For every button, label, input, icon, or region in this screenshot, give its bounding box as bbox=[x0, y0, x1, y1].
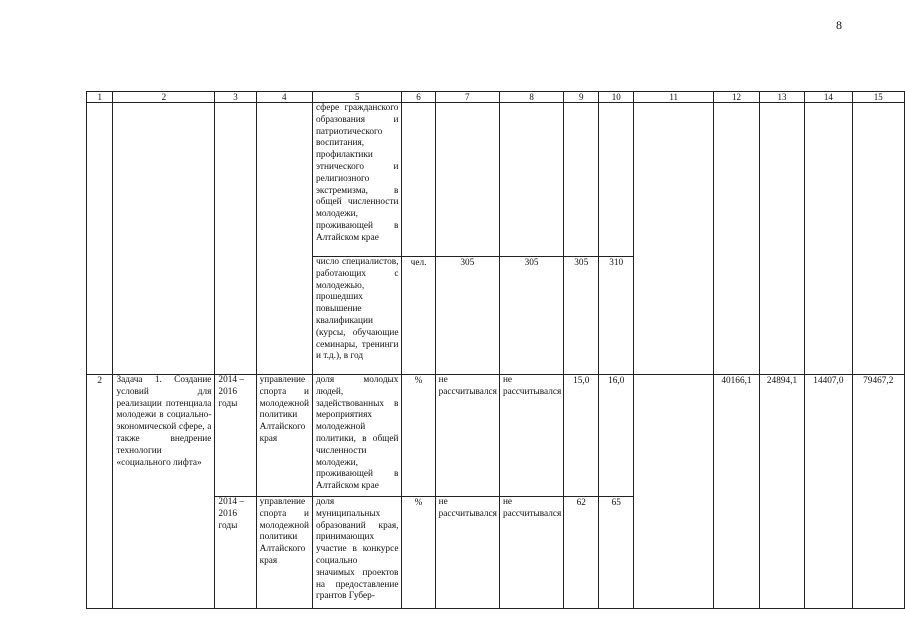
header-cell: 14 bbox=[805, 92, 852, 103]
header-cell: 3 bbox=[215, 92, 256, 103]
indicator-name: доля молодых людей, задействованных в мероприятиях молодежной политики, в общей численности молодежи, проживающей в Алтайском крае bbox=[312, 375, 402, 497]
funding-cell: 14407,0 bbox=[805, 375, 852, 609]
header-cell: 5 bbox=[312, 92, 402, 103]
table-cell bbox=[714, 103, 760, 375]
table-cell bbox=[759, 103, 805, 375]
period-cell: 2014 – 2016 годы bbox=[215, 497, 256, 609]
indicator-table bbox=[86, 91, 905, 609]
header-cell: 1 bbox=[87, 92, 113, 103]
unit-cell: % bbox=[402, 375, 435, 497]
value-cell: не рассчитывался bbox=[435, 497, 499, 609]
table-cell bbox=[634, 375, 714, 609]
value-cell: не рассчитывался bbox=[435, 375, 499, 497]
header-cell: 10 bbox=[599, 92, 634, 103]
value-cell: 305 bbox=[499, 257, 563, 375]
table-cell bbox=[87, 103, 113, 375]
table-cell bbox=[634, 103, 714, 375]
header-cell: 9 bbox=[564, 92, 599, 103]
funding-cell: 40166,1 bbox=[714, 375, 760, 609]
value-cell: не рассчитывался bbox=[499, 375, 563, 497]
table-cell bbox=[113, 103, 215, 375]
header-cell: 8 bbox=[499, 92, 563, 103]
indicator-name: сфере гражданского образования и патриотического воспитания, профилактики этнического и религиозного экстремизма, в общей численности молодежи, проживающей в Алтайском крае bbox=[312, 103, 402, 257]
task-name: Задача 1. Создание условий для реализации потенциала молодежи в социально-экономической сфере, а также внедрение технологии «социального лифта» bbox=[113, 375, 215, 609]
value-cell: 305 bbox=[564, 257, 599, 375]
table-cell bbox=[499, 103, 563, 257]
table-row bbox=[87, 103, 905, 257]
indicator-name: число специалистов, работающих с молодежью, прошедших повышение квалификации (курсы, обучающие семинары, тренинги и т.д.), в год bbox=[312, 257, 402, 375]
table-row bbox=[87, 375, 905, 497]
value-cell: 62 bbox=[564, 497, 599, 609]
header-cell: 6 bbox=[402, 92, 435, 103]
page-number: 8 bbox=[836, 18, 842, 32]
table-cell bbox=[435, 103, 499, 257]
executor-cell: управление спорта и молодежной политики Алтайского края bbox=[256, 375, 312, 497]
header-cell: 4 bbox=[256, 92, 312, 103]
table-cell bbox=[564, 103, 599, 257]
row-number: 2 bbox=[87, 375, 113, 609]
table-cell bbox=[402, 103, 435, 257]
value-cell: 15,0 bbox=[564, 375, 599, 497]
header-cell: 11 bbox=[634, 92, 714, 103]
unit-cell: % bbox=[402, 497, 435, 609]
funding-cell: 24894,1 bbox=[759, 375, 805, 609]
executor-cell: управление спорта и молодежной политики Алтайского края bbox=[256, 497, 312, 609]
header-cell: 12 bbox=[714, 92, 760, 103]
value-cell: не рассчитывался bbox=[499, 497, 563, 609]
value-cell: 310 bbox=[599, 257, 634, 375]
value-cell: 16,0 bbox=[599, 375, 634, 497]
table-cell bbox=[805, 103, 852, 375]
value-cell: 305 bbox=[435, 257, 499, 375]
period-cell: 2014 – 2016 годы bbox=[215, 375, 256, 497]
value-cell: 65 bbox=[599, 497, 634, 609]
table-cell bbox=[599, 103, 634, 257]
header-cell: 7 bbox=[435, 92, 499, 103]
table-cell bbox=[256, 103, 312, 375]
indicator-name: доля муниципальных образований края, принимающих участие в конкурсе социально значимых проектов на предоставление грантов Губер- bbox=[312, 497, 402, 609]
header-cell: 2 bbox=[113, 92, 215, 103]
header-cell: 15 bbox=[852, 92, 904, 103]
unit-cell: чел. bbox=[402, 257, 435, 375]
table-cell bbox=[215, 103, 256, 375]
table-cell bbox=[852, 103, 904, 375]
header-row bbox=[87, 92, 905, 103]
funding-cell: 79467,2 bbox=[852, 375, 904, 609]
header-cell: 13 bbox=[759, 92, 805, 103]
